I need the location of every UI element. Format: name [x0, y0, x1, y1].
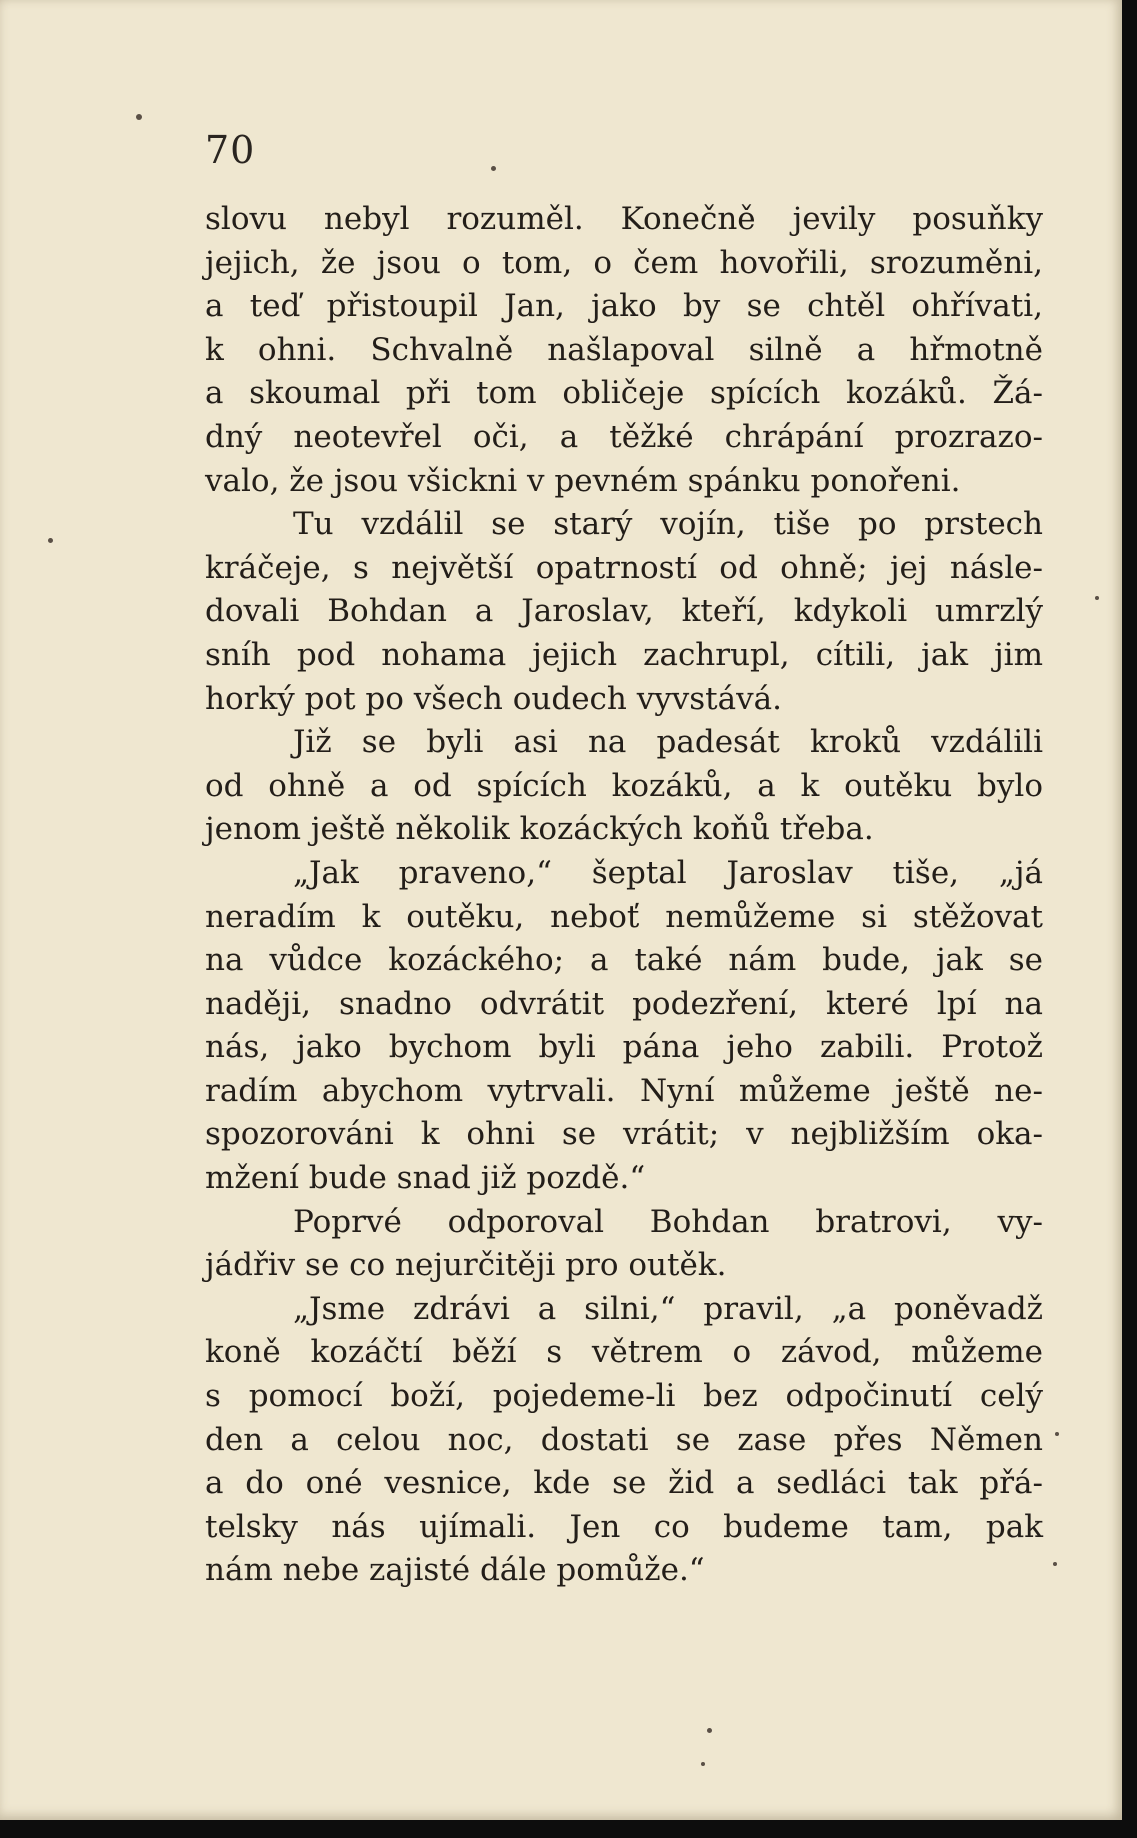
paper-speck [701, 1762, 705, 1766]
text-line: slovu nebyl rozuměl. Konečně jevily posuňky [205, 201, 1043, 237]
text-line: jádřiv se co nejurčitěji pro outěk. [205, 1247, 727, 1284]
text-line: sníh pod nohama jejich zachrupl, cítili, jak jim [205, 636, 1043, 673]
text-line: na vůdce kozáckého; a také nám bude, jak se [205, 942, 1043, 979]
text-line: koně kozáčtí běží s větrem o závod, můžeme [205, 1334, 1043, 1371]
paragraph-first-line: „Jsme zdrávi a silni,“ pravil, „a poněvadž [293, 1290, 1043, 1327]
text-line: dný neotevřel oči, a těžké chrápání prozrazo- [205, 418, 1043, 455]
text-line: valo, že jsou všickni v pevném spánku ponořeni. [205, 462, 961, 499]
paragraph-first-line: Poprvé odporoval Bohdan bratrovi, vy- [293, 1203, 1043, 1240]
paragraph-first-line: Již se byli asi na padesát kroků vzdálili [293, 724, 1043, 761]
paper-speck [136, 114, 142, 120]
page-number: 70 [205, 128, 256, 172]
text-line: s pomocí boží, pojedeme-li bez odpočinutí celý [205, 1378, 1043, 1415]
paragraph-first-line: Tu vzdálil se starý vojín, tiše po prstech [293, 506, 1043, 543]
scan-border-bottom [0, 1820, 1137, 1838]
body-text [205, 198, 1043, 1593]
text-line: naději, snadno odvrátit podezření, které lpí na [205, 985, 1043, 1022]
paper-speck [707, 1728, 712, 1733]
text-line: kráčeje, s největší opatrností od ohně; jej násle- [205, 549, 1043, 586]
text-line: spozorováni k ohni se vrátit; v nejbližším oka- [205, 1116, 1043, 1153]
text-line: neradím k outěku, neboť nemůžeme si stěžovat [205, 898, 1043, 935]
text-line: horký pot po všech oudech vyvstává. [205, 680, 782, 717]
text-line: a do oné vesnice, kde se žid a sedláci tak přá- [205, 1465, 1043, 1502]
text-line: dovali Bohdan a Jaroslav, kteří, kdykoli umrzlý [205, 593, 1043, 630]
paper-speck [48, 538, 53, 543]
text-line: od ohně a od spících kozáků, a k outěku bylo [205, 767, 1043, 804]
text-line: jejich, že jsou o tom, o čem hovořili, srozuměni, [205, 244, 1043, 281]
paper-speck [1053, 1562, 1057, 1566]
text-line: a skoumal při tom obličeje spících kozáků. Žá- [205, 375, 1043, 412]
text-line: jenom ještě několik kozáckých koňů třeba. [205, 811, 874, 848]
text-line: a teď přistoupil Jan, jako by se chtěl ohřívati, [205, 288, 1043, 325]
paper-speck [491, 166, 496, 171]
text-line: radím abychom vytrvali. Nyní můžeme ještě ne- [205, 1072, 1043, 1109]
text-line: telsky nás ujímali. Jen co budeme tam, pak [205, 1508, 1043, 1545]
text-line: nás, jako bychom byli pána jeho zabili. Protož [205, 1029, 1043, 1066]
scan-border-right [1122, 0, 1137, 1838]
text-line: mžení bude snad již pozdě.“ [205, 1160, 646, 1197]
paper-speck [1055, 1432, 1059, 1436]
text-line: nám nebe zajisté dále pomůže.“ [205, 1552, 705, 1589]
text-line: den a celou noc, dostati se zase přes Němen [205, 1421, 1043, 1458]
paper-speck [1095, 596, 1099, 600]
paragraph-first-line: „Jak praveno,“ šeptal Jaroslav tiše, „já [293, 854, 1043, 891]
text-line: k ohni. Schvalně našlapoval silně a hřmotně [205, 331, 1043, 368]
